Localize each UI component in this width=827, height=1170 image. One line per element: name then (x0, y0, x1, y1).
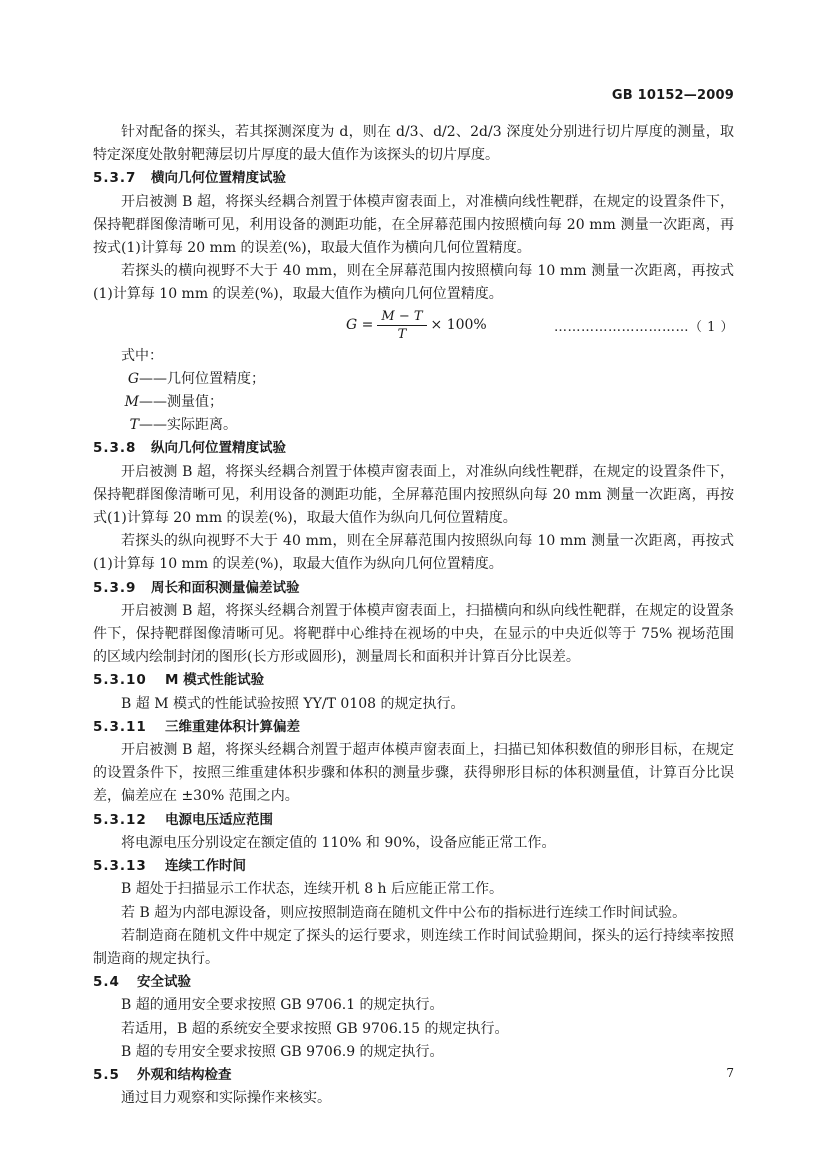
heading-number: 5.3.10 (93, 672, 147, 689)
legend-symbol: G (127, 370, 139, 387)
legend-item (121, 391, 734, 414)
heading-title: 安全试验 (137, 974, 191, 991)
heading-title: 周长和面积测量偏差试验 (151, 579, 300, 596)
paragraph: 若适用，B 超的系统安全要求按照 GB 9706.15 的规定执行。 (121, 1020, 509, 1037)
heading-number: 5.3.8 (93, 440, 137, 457)
legend-desc: ——测量值； (139, 394, 223, 411)
intro-paragraph: 针对配备的探头，若其探测深度为 d，则在 d/3、d/2、2d/3 深度处分别进行切片厚度的测量，取特定深度处散射靶薄层切片厚度的最大值作为该探头的切片厚度。 (93, 124, 734, 164)
heading-number: 5.3.12 (93, 811, 147, 828)
paragraph: B 超处于扫描显示工作状态，连续开机 8 h 后应能正常工作。 (121, 881, 504, 898)
heading-5-3-8 (93, 437, 734, 460)
formula-label: …………………………（ 1 ） (553, 319, 734, 335)
paragraph: B 超的专用安全要求按照 GB 9706.9 的规定执行。 (121, 1043, 444, 1060)
formula-denominator: T (397, 326, 407, 342)
paragraph: 若探头的纵向视野不大于 40 mm，则在全屏幕范围内按照纵向每 10 mm 测量一次距离，再按式(1)计算每 10 mm 的误差(%)，取最大值作为纵向几何位置精度。 (93, 533, 734, 573)
paragraph: 若制造商在随机文件中规定了探头的运行要求，则连续工作时间试验期间，探头的运行持续率按照制造商的规定执行。 (93, 927, 734, 967)
formula-legend (93, 345, 734, 438)
heading-number: 5.3.13 (93, 858, 147, 875)
heading-number: 5.5 (93, 1066, 120, 1083)
legend-desc: ——几何位置精度； (139, 370, 265, 387)
heading-5-3-11 (93, 716, 734, 739)
heading-title: 三维重建体积计算偏差 (165, 718, 300, 735)
formula-1 (93, 307, 734, 345)
paragraph: B 超的通用安全要求按照 GB 9706.1 的规定执行。 (121, 997, 444, 1014)
paragraph: 通过目力观察和实际操作来核实。 (121, 1090, 331, 1107)
legend-item (121, 368, 734, 391)
fraction-bar (377, 325, 426, 326)
formula-fraction (379, 309, 424, 342)
page-number: 7 (726, 1066, 734, 1080)
formula-numerator: M − T (381, 308, 423, 324)
heading-5-3-12 (93, 809, 734, 832)
heading-number: 5.3.11 (93, 718, 147, 735)
legend-item (121, 414, 734, 437)
heading-5-3-13 (93, 855, 734, 878)
legend-symbol: T (129, 417, 139, 434)
legend-symbol: M (124, 394, 139, 411)
heading-title: 纵向几何位置精度试验 (151, 440, 286, 457)
heading-number: 5.4 (93, 974, 120, 991)
paragraph: 开启被测 B 超，将探头经耦合剂置于超声体模声窗表面上，扫描已知体积数值的卵形目标，在规定的设置条件下，按照三维重建体积步骤和体积的测量步骤，获得卵形目标的体积测量值，计算百分比误差，偏差应在 ±30% 范围之内。 (93, 742, 734, 805)
heading-5-3-10 (93, 669, 734, 692)
paragraph: 开启被测 B 超，将探头经耦合剂置于体模声窗表面上，对准纵向线性靶群，在规定的设置条件下，保持靶群图像清晰可见，利用设备的测距功能，全屏幕范围内按照纵向每 20 mm 测量一次距离，再按式(1)计算每 20 mm 的误差(%)，取最大值作为纵向几何位置精度。 (93, 463, 734, 527)
legend-intro: 式中： (121, 347, 163, 364)
heading-5-3-9 (93, 577, 734, 600)
page-body (93, 121, 734, 1110)
paragraph: B 超 M 模式的性能试验按照 YY/T 0108 的规定执行。 (121, 695, 465, 712)
paragraph: 开启被测 B 超，将探头经耦合剂置于体模声窗表面上，对准横向线性靶群，在规定的设置条件下，保持靶群图像清晰可见，利用设备的测距功能，在全屏幕范围内按照横向每 20 mm 测量一次距离，再按式(1)计算每 20 mm 的误差(%)，取最大值作为横向几何位置精度。 (93, 193, 734, 257)
heading-title: 外观和结构检查 (137, 1066, 232, 1083)
paragraph: 开启被测 B 超，将探头经耦合剂置于体模声窗表面上，扫描横向和纵向线性靶群，在规定的设置条件下，保持靶群图像清晰可见。将靶群中心维持在视场的中央，在显示的中央近似等于 75% 视场范围的区域内绘制封闭的图形(长方形或圆形)，测量周长和面积并计算百分比误差。 (93, 602, 734, 666)
paragraph: 将电源电压分别设定在额定值的 110% 和 90%，设备应能正常工作。 (121, 834, 556, 851)
standard-number-header: GB 10152—2009 (611, 88, 734, 103)
paragraph: 若探头的横向视野不大于 40 mm，则在全屏幕范围内按照横向每 10 mm 测量一次距离，再按式(1)计算每 10 mm 的误差(%)，取最大值作为横向几何位置精度。 (93, 263, 734, 303)
heading-title: 电源电压适应范围 (165, 811, 273, 828)
formula-tail: × 100% (430, 317, 487, 334)
formula-expression (346, 309, 487, 342)
heading-number: 5.3.9 (93, 579, 137, 596)
heading-title: 横向几何位置精度试验 (151, 170, 286, 187)
legend-desc: ——实际距离。 (139, 417, 237, 434)
heading-5-4 (93, 971, 734, 994)
formula-lhs: G = (346, 317, 374, 334)
heading-5-5 (93, 1064, 734, 1087)
heading-title: 连续工作时间 (165, 858, 246, 875)
heading-title: M 模式性能试验 (165, 672, 265, 689)
paragraph: 若 B 超为内部电源设备，则应按照制造商在随机文件中公布的指标进行连续工作时间试验。 (121, 904, 687, 921)
heading-number: 5.3.7 (93, 170, 137, 187)
heading-5-3-7 (93, 167, 734, 190)
